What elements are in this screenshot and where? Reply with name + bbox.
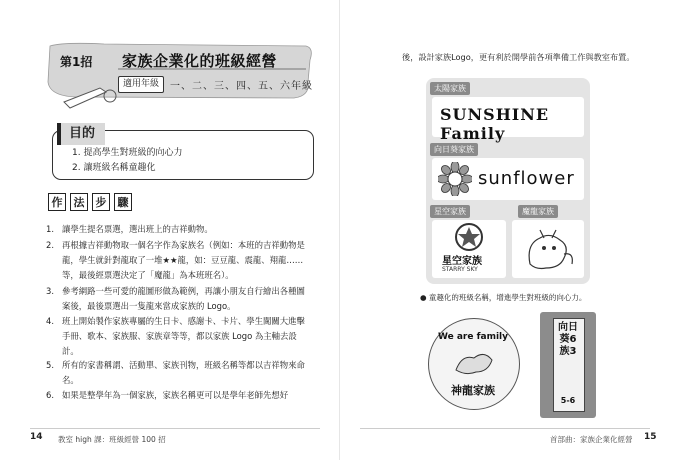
page-number-right: 15: [644, 432, 657, 442]
footer-divider: [30, 428, 320, 429]
step-number: 2.: [46, 240, 54, 250]
step-text: 讓學生提名票選，選出班上的吉祥動物。: [62, 224, 213, 234]
steps-heading-char: 法: [70, 193, 88, 211]
star-swirl-icon: [450, 222, 488, 252]
family-tag: 星空家族: [430, 205, 470, 218]
step-text: 班上開始製作家族專屬的生日卡、感謝卡、卡片、學生闖關大進擊手冊、歌本、家族服、家族章等等，都以家族 Logo 為主軸去設計。: [62, 316, 305, 356]
step-number: 1.: [46, 224, 54, 234]
photo-caption: ● 童趣化的班級名稱，增進學生對班級的向心力。: [420, 293, 587, 302]
goal-item: 2. 讓班級名稱童趣化: [72, 163, 156, 173]
family-tag: 魔龍家族: [518, 205, 558, 218]
footer-divider: [360, 428, 650, 429]
logo-card: [432, 97, 584, 143]
tip-number: 第1招: [60, 55, 93, 69]
steps-heading-char: 步: [92, 193, 110, 211]
footer-book-title: 教室 high 課：班級經營 100 招: [58, 435, 166, 444]
logo-card: [432, 220, 506, 278]
goal-heading: 目的: [57, 123, 105, 145]
page-title: 家族企業化的班級經營: [122, 52, 278, 70]
starry-logo-text: 星空家族: [442, 256, 482, 267]
grade-label: 適用年級: [118, 76, 164, 93]
badge-top-text: We are family: [438, 332, 508, 342]
step-number: 4.: [46, 316, 54, 326]
step-number: 6.: [46, 390, 54, 400]
badge-bottom-text: 神龍家族: [451, 384, 495, 397]
steps-heading-char: 驟: [114, 193, 132, 211]
page-number-left: 14: [30, 432, 43, 442]
footer-section-title: 首部曲：家族企業化經營: [550, 435, 633, 444]
dragon-icon: [520, 224, 576, 274]
pencil-icon: [60, 82, 120, 112]
dragon-icon: [452, 346, 496, 378]
step-number: 5.: [46, 360, 54, 370]
step-number: 3.: [46, 286, 54, 296]
logo-card: [432, 158, 584, 200]
family-tag: 太陽家族: [430, 82, 470, 95]
class-sign-text: 向日葵6族3: [558, 322, 578, 357]
step-text: 所有的家書稱謂、活動單、家族刊物，班級名稱等都以吉祥物來命名。: [62, 360, 305, 385]
class-sign-number: 5-6: [560, 396, 576, 405]
goal-item: 1. 提高學生對班級的向心力: [72, 148, 183, 158]
grade-value: 一、二、三、四、五、六年級: [170, 81, 313, 92]
step-text: 參考網路一些可愛的龍圖形做為範例，再讓小朋友自行繪出各種圖案後，最後票選出一隻龍來當成家族的 Logo。: [62, 286, 305, 311]
family-tag: 向日葵家族: [430, 143, 478, 156]
logo-card: [512, 220, 584, 278]
step-text: 再根據吉祥動物取一個名字作為家族名（例如：本班的吉祥動物是龍，學生就針對龍取了一堆★★龍，如：豆豆龍、震龍、翔龍……等，最後經票選決定了「魔龍」為本班班名）。: [62, 240, 305, 280]
step-text: 如果是整學年為一個家族，家族名稱更可以是學年老師先想好: [62, 390, 289, 400]
steps-heading-char: 作: [48, 193, 66, 211]
sunflower-logo: sunflower: [478, 168, 575, 189]
sunshine-logo: SUNSHINE Family: [440, 105, 550, 143]
sunflower-icon: [438, 162, 472, 196]
intro-text: 後，設計家族Logo，更有利於開學前各項準備工作與教室布置。: [402, 52, 635, 62]
starry-logo-subtext: STARRY SKY: [442, 266, 478, 273]
steps-heading: [48, 193, 132, 211]
